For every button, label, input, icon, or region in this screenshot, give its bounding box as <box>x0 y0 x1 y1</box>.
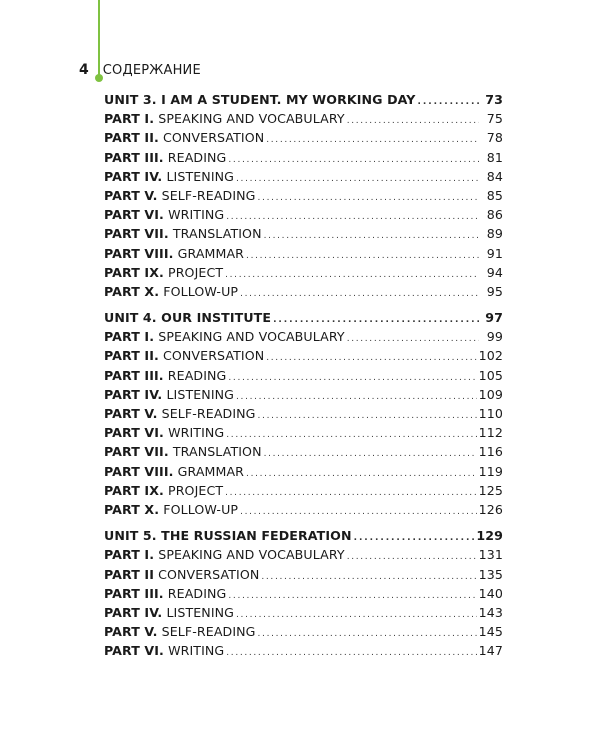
toc-part-entry[interactable] <box>104 111 503 130</box>
dot-leader <box>273 310 479 325</box>
toc-part-entry[interactable] <box>104 483 503 502</box>
dot-leader <box>236 387 477 402</box>
part-number: PART VII. <box>104 226 169 242</box>
part-name: READING <box>167 367 227 383</box>
part-label <box>104 567 259 582</box>
section-title: СОДЕРЖАНИЕ <box>102 63 201 78</box>
unit-title: UNIT 4. OUR INSTITUTE <box>104 310 272 326</box>
part-name: WRITING <box>168 425 225 441</box>
dot-leader <box>236 605 477 620</box>
toc-part-entry[interactable] <box>104 586 503 605</box>
page-ref: 102 <box>478 348 503 364</box>
toc-part-entry[interactable] <box>104 502 503 521</box>
toc-unit-block <box>104 310 503 521</box>
part-name: CONVERSATION <box>158 566 260 582</box>
page-ref: 81 <box>486 149 503 165</box>
toc-unit-entry[interactable] <box>104 92 503 111</box>
page-ref: 131 <box>478 547 503 563</box>
part-label <box>104 425 224 440</box>
dot-leader <box>266 130 479 145</box>
part-label <box>104 226 262 241</box>
toc-part-entry[interactable] <box>104 329 503 348</box>
part-name: CONVERSATION <box>163 348 265 364</box>
toc-part-entry[interactable] <box>104 567 503 586</box>
dot-leader <box>240 502 477 517</box>
part-label <box>104 483 223 498</box>
part-name: READING <box>167 585 227 601</box>
page-ref: 129 <box>476 528 503 544</box>
dot-leader <box>226 207 479 222</box>
unit-title: UNIT 5. THE RUSSIAN FEDERATION <box>104 528 352 544</box>
page-ref: 94 <box>486 264 503 280</box>
toc-part-entry[interactable] <box>104 348 503 367</box>
page-ref: 116 <box>478 444 503 460</box>
part-name: SPEAKING AND VOCABULARY <box>158 329 345 345</box>
part-name: SELF-READING <box>161 187 256 203</box>
part-label <box>104 643 224 658</box>
part-number: PART V. <box>104 624 158 640</box>
part-number: PART X. <box>104 283 160 299</box>
part-number: PART IV. <box>104 604 163 620</box>
toc-part-entry[interactable] <box>104 150 503 169</box>
dot-leader <box>225 483 477 498</box>
page-ref: 105 <box>478 367 503 383</box>
part-label <box>104 444 262 459</box>
part-label <box>104 348 264 363</box>
part-number: PART V. <box>104 406 158 421</box>
part-name: SPEAKING AND VOCABULARY <box>158 547 345 563</box>
page-ref: 147 <box>478 643 503 659</box>
dot-leader <box>226 643 476 658</box>
part-label <box>104 387 234 402</box>
dot-leader <box>354 528 475 543</box>
part-name: LISTENING <box>166 604 235 620</box>
toc-part-entry[interactable] <box>104 605 503 624</box>
part-name: SPEAKING AND VOCABULARY <box>158 111 345 127</box>
part-label <box>104 284 238 299</box>
part-number: PART IX. <box>104 482 164 498</box>
part-number: PART VI. <box>104 643 164 659</box>
part-name: WRITING <box>168 207 225 223</box>
page-ref: 112 <box>478 425 503 441</box>
toc-part-entry[interactable] <box>104 624 503 643</box>
part-label <box>104 207 224 222</box>
dot-leader <box>228 586 476 601</box>
dot-leader <box>246 464 477 479</box>
toc-part-entry[interactable] <box>104 464 503 483</box>
part-number: PART IX. <box>104 264 164 280</box>
toc-part-entry[interactable] <box>104 406 503 425</box>
part-number: PART IV. <box>104 386 163 402</box>
part-number: PART VI. <box>104 207 164 223</box>
dot-leader <box>225 265 479 280</box>
dot-leader <box>264 444 477 459</box>
part-label <box>104 406 256 421</box>
toc-part-entry[interactable] <box>104 425 503 444</box>
part-name: FOLLOW-UP <box>163 501 239 517</box>
page-ref: 143 <box>478 604 503 620</box>
part-label <box>104 368 226 383</box>
part-number: PART V. <box>104 187 158 203</box>
part-number: PART III. <box>104 585 164 601</box>
part-label <box>104 246 244 261</box>
page-ref: 73 <box>485 92 503 107</box>
part-number: PART VIII. <box>104 245 174 261</box>
page-number: 4 <box>79 62 89 78</box>
part-number: PART X. <box>104 501 160 517</box>
dot-leader <box>246 246 479 261</box>
part-label <box>104 464 244 479</box>
part-label <box>104 265 223 280</box>
toc-part-entry[interactable] <box>104 284 503 303</box>
toc-part-entry[interactable] <box>104 169 503 188</box>
page-ref: 84 <box>486 168 503 184</box>
page-ref: 145 <box>478 624 503 640</box>
part-name: PROJECT <box>168 482 224 498</box>
part-name: GRAMMAR <box>177 463 245 479</box>
dot-leader <box>228 368 476 383</box>
toc-part-entry[interactable] <box>104 246 503 265</box>
part-name: FOLLOW-UP <box>163 283 239 299</box>
toc-part-entry[interactable] <box>104 188 503 207</box>
page-ref: 91 <box>486 245 503 261</box>
toc-part-entry[interactable] <box>104 387 503 406</box>
part-label <box>104 605 234 620</box>
unit-title: UNIT 3. I AM A STUDENT. MY WORKING DAY <box>104 92 416 107</box>
dot-leader <box>347 111 479 126</box>
toc-part-entry[interactable] <box>104 547 503 566</box>
part-number: PART IV. <box>104 168 163 184</box>
page-ref: 86 <box>486 207 503 223</box>
dot-leader <box>236 169 479 184</box>
page-ref: 85 <box>486 187 503 203</box>
part-label <box>104 502 238 517</box>
dot-leader <box>226 425 476 440</box>
part-label <box>104 188 256 203</box>
toc-unit-block <box>104 92 503 303</box>
table-of-contents <box>104 92 503 669</box>
toc-part-entry[interactable] <box>104 643 503 662</box>
part-label <box>104 624 256 639</box>
toc-unit-block <box>104 528 503 662</box>
dot-leader <box>258 406 477 421</box>
part-label <box>104 547 345 562</box>
toc-unit-entry[interactable] <box>104 528 503 547</box>
dot-leader <box>347 329 479 344</box>
part-number: PART II. <box>104 130 159 146</box>
part-label <box>104 586 226 601</box>
page-ref: 97 <box>485 310 503 326</box>
dot-leader <box>258 624 477 639</box>
part-number: PART VII. <box>104 444 169 460</box>
part-name: CONVERSATION <box>163 130 265 146</box>
part-label <box>104 150 226 165</box>
dot-leader <box>228 150 479 165</box>
page-ref: 99 <box>486 329 503 345</box>
part-name: LISTENING <box>166 386 235 402</box>
page-ref: 110 <box>478 406 503 421</box>
dot-leader <box>258 188 479 203</box>
part-name: GRAMMAR <box>177 245 245 261</box>
page-ref: 126 <box>478 501 503 517</box>
part-label <box>104 169 234 184</box>
part-name: SELF-READING <box>161 624 256 640</box>
dot-leader <box>418 92 479 107</box>
part-name: TRANSLATION <box>172 226 262 242</box>
page-ref: 95 <box>486 283 503 299</box>
part-label <box>104 111 345 126</box>
page-header <box>79 62 201 78</box>
part-number: PART I. <box>104 329 155 345</box>
page-ref: 140 <box>478 585 503 601</box>
part-name: TRANSLATION <box>172 444 262 460</box>
part-label <box>104 130 264 145</box>
toc-unit-entry[interactable] <box>104 310 503 329</box>
toc-part-entry[interactable] <box>104 207 503 226</box>
page-ref: 109 <box>478 386 503 402</box>
part-number: PART VIII. <box>104 463 174 479</box>
part-label <box>104 329 345 344</box>
page-ref: 135 <box>478 566 503 582</box>
page-ref: 119 <box>478 463 503 479</box>
dot-leader <box>347 547 477 562</box>
page-ref: 125 <box>478 482 503 498</box>
toc-part-entry[interactable] <box>104 265 503 284</box>
page-ref: 75 <box>486 111 503 127</box>
part-number: PART I. <box>104 111 155 127</box>
part-number: PART II <box>104 566 154 582</box>
toc-part-entry[interactable] <box>104 368 503 387</box>
dot-leader <box>264 226 479 241</box>
page-ref: 78 <box>486 130 503 146</box>
dot-leader <box>261 567 476 582</box>
part-name: READING <box>167 149 227 165</box>
part-number: PART III. <box>104 149 164 165</box>
part-name: PROJECT <box>168 264 224 280</box>
toc-part-entry[interactable] <box>104 130 503 149</box>
toc-part-entry[interactable] <box>104 226 503 245</box>
part-number: PART I. <box>104 547 155 563</box>
part-number: PART III. <box>104 367 164 383</box>
part-name: LISTENING <box>166 168 235 184</box>
toc-part-entry[interactable] <box>104 444 503 463</box>
page-ref: 89 <box>486 226 503 242</box>
dot-leader <box>266 348 476 363</box>
part-name: SELF-READING <box>161 406 256 421</box>
dot-leader <box>240 284 479 299</box>
part-name: WRITING <box>168 643 225 659</box>
part-number: PART II. <box>104 348 159 364</box>
part-number: PART VI. <box>104 425 164 441</box>
